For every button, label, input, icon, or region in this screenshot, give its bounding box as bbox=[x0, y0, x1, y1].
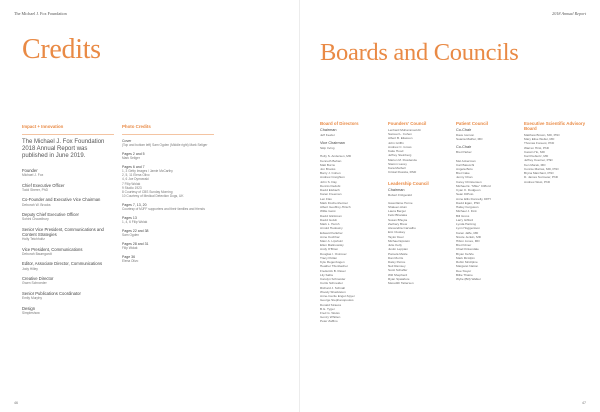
impact-column bbox=[22, 124, 114, 320]
board-member: Cassin Ho, MD bbox=[524, 149, 545, 154]
board-member: Zachary Brew bbox=[388, 221, 408, 226]
board-member: Karen Freeman bbox=[320, 192, 342, 197]
board-member: Mel Ackerman bbox=[456, 158, 476, 163]
photo-credit-line: (Top and bottom left) Sam Ogden (Middle right) Mark Seliger bbox=[122, 142, 208, 147]
board-member: Peter Zaffino bbox=[320, 319, 338, 324]
board-member: Bill Gross bbox=[456, 213, 470, 218]
photo-credit-text bbox=[122, 220, 214, 224]
board-member: Bryna Marchant, PhD bbox=[524, 171, 554, 176]
board-member: Dave Iverson bbox=[456, 132, 475, 137]
board-member: Michael E. "Mike" Clifford bbox=[456, 183, 491, 188]
board-member: Billie Thaine bbox=[456, 272, 473, 277]
credit-person: Simpleshow bbox=[22, 310, 40, 315]
board-member: Samuel L. Cohen bbox=[388, 132, 412, 137]
board-member: Edward Kelleher bbox=[320, 230, 343, 235]
photo-credits-list bbox=[122, 139, 214, 264]
board-member: Sean DiPoto bbox=[456, 192, 474, 197]
board-member: Anne Ellis Donnelly, DPH bbox=[456, 196, 491, 201]
board-member: Dan Morris bbox=[388, 255, 404, 260]
credit-person: Deborah Baumgardt bbox=[22, 251, 52, 256]
credit-role: Chief Executive Officer bbox=[22, 182, 65, 188]
board-member: Albert B. Eliasson bbox=[388, 136, 413, 141]
board-member: Soania Mathur, MD bbox=[456, 137, 483, 142]
board-member: Katie Hood bbox=[388, 149, 404, 154]
founders-heading: Founders' Council bbox=[388, 121, 427, 126]
scientific-column bbox=[524, 117, 590, 184]
photo-credit-line: 1, 3 Getty Images / Jamie McCarthy bbox=[122, 169, 173, 174]
photo-credit-line: 8 Courtesy of CBS Sunday Morning bbox=[122, 189, 173, 194]
board-member: Stamm Lacey bbox=[388, 161, 407, 166]
impact-rule bbox=[22, 134, 114, 135]
founders-list bbox=[388, 128, 452, 175]
board-member: Laura Berger bbox=[388, 209, 407, 214]
board-member: Angela Bolo bbox=[456, 167, 473, 172]
scientific-list bbox=[524, 133, 590, 184]
credit-role: Design bbox=[22, 305, 36, 311]
credit-role: Co-Founder and Executive Vice Chairman bbox=[22, 197, 101, 203]
board-member: Hailey Ferguson bbox=[456, 205, 479, 210]
board-member: Lily Safra bbox=[320, 272, 333, 277]
photo-credit-line: Mark Seliger bbox=[122, 156, 140, 160]
board-member: Taylor Deel bbox=[388, 234, 404, 239]
board-title: Chairman bbox=[388, 187, 405, 192]
photo-credit-line: Sam Ogden bbox=[122, 233, 140, 238]
board-member: Scott Schaffer bbox=[388, 268, 408, 273]
board-member: Bryan Kehrle bbox=[456, 251, 474, 256]
board-member: Justin Leppian bbox=[388, 247, 408, 252]
board-member: Cristal Rossita, RSD bbox=[388, 170, 417, 175]
board-member: Heather Tifenbacher bbox=[320, 264, 349, 269]
founders-column bbox=[388, 117, 452, 285]
board-member: Bret Parker bbox=[456, 150, 472, 155]
credit-role: Vice President, Communications bbox=[22, 246, 83, 252]
directors-column bbox=[320, 117, 384, 324]
board-member: Ellen Malinowsky bbox=[320, 243, 344, 248]
patient-list bbox=[456, 128, 520, 281]
board-member: D. James Surmeier, PhD bbox=[524, 175, 559, 180]
board-title: Co-Chair bbox=[456, 128, 472, 132]
board-member: Michael Epstein bbox=[388, 238, 410, 243]
board-member: Carolyn Schneider bbox=[320, 277, 346, 282]
board-member: Dennis Dedobi bbox=[320, 183, 341, 188]
board-member: Robin McAlpine bbox=[456, 260, 478, 265]
scientific-heading: Executive Scientific Advisory Board bbox=[524, 121, 586, 131]
board-member: David Glickman bbox=[320, 213, 342, 218]
board-member: Ryan Spatafore bbox=[388, 276, 410, 281]
board-member: Karl Kieburtz, MD bbox=[524, 154, 549, 159]
credits-title: Credits bbox=[22, 34, 101, 65]
board-member: Margaret Nation bbox=[456, 264, 479, 269]
credit-person: Sohini Chowdhury bbox=[22, 217, 49, 222]
board-member: Fred G. Weiss bbox=[320, 310, 340, 315]
board-member: Kenneth Behan bbox=[320, 158, 342, 163]
board-member: Len Flax bbox=[320, 196, 332, 201]
board-member: Larry Gifford bbox=[456, 217, 474, 222]
boards-page bbox=[300, 0, 600, 412]
board-member: Skip Irving bbox=[320, 146, 335, 151]
board-member: Jenny Chan bbox=[456, 175, 473, 180]
credit-role: Founder bbox=[22, 167, 38, 173]
board-member: B.G. Tyger bbox=[320, 306, 335, 311]
board-member: Tracy Pollan bbox=[320, 255, 338, 260]
board-member: Karen Jaffe, MD bbox=[456, 230, 479, 235]
board-member: Barry J. Cohen bbox=[320, 171, 341, 176]
photo-credit-text bbox=[122, 207, 214, 211]
board-member: Woody Shackleton bbox=[320, 289, 346, 294]
board-member: Kyle Regenbogen bbox=[320, 260, 345, 265]
board-member: Ken Marek, MD bbox=[524, 162, 546, 167]
board-member: Thomas Foreest, PhD bbox=[524, 141, 555, 146]
board-member: Mark McAlpin bbox=[456, 255, 475, 260]
board-member: Connie Marras, MD, PhD bbox=[524, 166, 559, 171]
directors-list bbox=[320, 128, 384, 324]
board-member: Jeffrey Steinberg bbox=[388, 153, 412, 158]
board-member: Mark L. Hersh bbox=[320, 222, 340, 227]
board-member: Nicole Jenkin, MD bbox=[456, 234, 481, 239]
board-member: Michael J. Fink bbox=[456, 209, 477, 214]
board-member: Jeffrey Koerner, PhD bbox=[524, 158, 553, 163]
photo-credit-text bbox=[122, 143, 214, 147]
credit-person: Emily Murphy bbox=[22, 296, 42, 301]
board-member: Mark Fischenheimer bbox=[320, 200, 349, 205]
photo-credit-line: Filip Wolak bbox=[122, 246, 138, 251]
photo-credit-line: 4, 6 Joe Dymowski bbox=[122, 177, 149, 182]
board-member: Carl Baiocchi bbox=[456, 162, 475, 167]
board-member: Anne Kochhar bbox=[320, 234, 340, 239]
photo-credit-label: Pages 22 and 38 bbox=[122, 228, 149, 233]
board-member: Gonzy Whitten bbox=[320, 315, 341, 320]
board-member: Dee Swyer bbox=[456, 268, 472, 273]
board-member: Shaleen Alum bbox=[388, 204, 408, 209]
board-member: Carey Christensen bbox=[456, 179, 482, 184]
photo-credit-line: 7 Filip Wolak bbox=[122, 181, 141, 186]
credit-role: Senior Publications Coordinator bbox=[22, 290, 81, 296]
board-title: Chairman bbox=[320, 128, 337, 132]
board-title: Co-Chair bbox=[456, 145, 472, 150]
board-member: Susan Bhuyia bbox=[388, 217, 408, 222]
board-member: Donald Strauss bbox=[320, 302, 342, 307]
photo-credit-line: 2, 5, 11 Elena Olivo bbox=[122, 173, 150, 178]
board-member: Andy O'Brien bbox=[320, 247, 339, 252]
board-member: Kara Marbell bbox=[388, 166, 406, 171]
directors-heading: Board of Directors bbox=[320, 121, 359, 126]
board-member: Richard J. Schnall bbox=[320, 285, 345, 290]
board-member: George Stephanopoulos bbox=[320, 298, 354, 303]
board-member: Lynda Hartzog bbox=[456, 222, 477, 227]
photo-credit-label: Pages 2 and 5 bbox=[122, 151, 145, 156]
photo-credit-text bbox=[122, 169, 214, 198]
board-member: John Griffin bbox=[388, 140, 404, 145]
credit-role: Editor, Associate Director, Communications bbox=[22, 261, 103, 267]
credit-role: Creative Director bbox=[22, 276, 54, 282]
board-member: Jon Brooks bbox=[320, 167, 336, 172]
photo-credit-text bbox=[122, 246, 214, 250]
board-member: Alexandria Carvalho bbox=[388, 226, 416, 231]
photo-credit-label: Page 36 bbox=[122, 254, 136, 259]
photo-credit-text bbox=[122, 259, 214, 263]
photo-credit-label: Cover bbox=[122, 138, 132, 143]
board-member: Frederick B. Ravel bbox=[320, 268, 346, 273]
board-member: Jeff Keefer bbox=[320, 132, 335, 137]
board-member: Curtis Schneider bbox=[320, 281, 343, 286]
board-member: Hilton Jones, MD bbox=[456, 239, 480, 243]
credit-person: Todd Sherer, PhD bbox=[22, 187, 49, 192]
board-member: Matt Burns bbox=[320, 162, 335, 167]
credit-person: Holly Teichholtz bbox=[22, 237, 45, 242]
credit-person: Jody Hilley bbox=[22, 266, 38, 271]
board-member: Wylie (Bill) Walker bbox=[456, 277, 481, 282]
photo-credit-label: Pages 7, 13, 20 bbox=[122, 202, 147, 207]
photo-credit-text bbox=[122, 233, 214, 237]
board-member: Andrew C. Gross bbox=[388, 144, 412, 149]
photo-credits-rule bbox=[122, 134, 214, 135]
page-number-left: 46 bbox=[14, 401, 18, 405]
photo-credit-line: Elena Olivo bbox=[122, 259, 139, 264]
running-header-left: The Michael J. Fox Foundation bbox=[14, 11, 67, 16]
board-member: Meredith Tattersen bbox=[388, 281, 414, 286]
patient-heading: Patient Council bbox=[456, 121, 488, 126]
board-member: Anne-Cecile Engel-Spyer bbox=[320, 294, 355, 299]
photo-credit-label: Pages 6 and 7 bbox=[122, 164, 145, 169]
board-member: Holly S. Andersen, MD bbox=[320, 154, 352, 159]
board-member: Arnold Hodowny bbox=[320, 226, 343, 231]
photo-credit-line: Courtesy of MJFF supporters and their families and friends bbox=[122, 207, 205, 211]
page-number-right: 47 bbox=[582, 401, 586, 405]
board-member: Willie Geist bbox=[320, 209, 336, 214]
board-member: Marc A. Lipshutz bbox=[320, 239, 343, 243]
leadership-list bbox=[388, 188, 452, 286]
photo-credit-line: 9 Studio 1923 bbox=[122, 185, 142, 190]
board-member: Mary Elise Weller, MD bbox=[524, 137, 555, 142]
board-member: Eric Cluskey bbox=[388, 230, 406, 235]
board-member: Bret Kilmer bbox=[456, 243, 472, 248]
board-member: Robert Fitzgerald bbox=[388, 192, 412, 197]
board-member: David Egan, PhD bbox=[456, 200, 480, 205]
credit-person: Michael J. Fox bbox=[22, 173, 44, 178]
photo-credit-line: 10 Courtesy of Medical Detection Dogs, UK bbox=[122, 193, 184, 198]
photo-credits-column bbox=[122, 124, 214, 268]
board-member: Lenhard Muhammad Ali bbox=[388, 128, 421, 132]
credit-person: Gwen Schroeder bbox=[22, 281, 47, 286]
credit-person: Deborah W. Brooks bbox=[22, 202, 51, 207]
impact-heading: Impact + Innovation bbox=[22, 124, 64, 129]
photo-credit-label: Pages 28 and 31 bbox=[122, 241, 149, 246]
board-member: Matthew Brown, MD, PhD bbox=[524, 133, 560, 137]
photo-credit-text bbox=[122, 156, 214, 160]
patient-column bbox=[456, 117, 520, 281]
credits-roles-list bbox=[22, 168, 114, 315]
board-member: Lynn Hoggenison bbox=[456, 226, 480, 231]
credit-role: Senior Vice President, Communications and Content Strategies bbox=[22, 226, 104, 237]
board-member: Will Shepherd bbox=[388, 272, 408, 277]
board-member: David Golub bbox=[320, 217, 338, 222]
board-member: Gwenllaine Horne bbox=[388, 200, 413, 205]
photo-credit-line: 1, 4, 6 Filip Wolak bbox=[122, 220, 148, 225]
boards-title: Boards and Councils bbox=[320, 39, 519, 66]
board-member: Julie Kelly bbox=[388, 243, 402, 248]
board-member: John S. Day bbox=[320, 179, 337, 184]
photo-credits-heading: Photo Credits bbox=[122, 124, 151, 129]
board-member: Daisy Peirce bbox=[388, 260, 406, 265]
board-member: Warren Hirst, PhD bbox=[524, 145, 549, 150]
board-member: Marion M. Rosdenda bbox=[388, 157, 417, 162]
board-member: Douglas I. Ostrover bbox=[320, 251, 347, 256]
photo-credit-label: Pages 13 bbox=[122, 215, 137, 220]
board-member: Andrew West, PhD bbox=[524, 179, 551, 184]
board-member: Albert Geoffroy-Hirsch bbox=[320, 205, 351, 210]
board-member: Neil Ramsey bbox=[388, 264, 406, 269]
board-member: Pamela Mekle bbox=[388, 251, 408, 256]
board-member: David Eisbach bbox=[320, 188, 340, 193]
board-title: Vice Chairman bbox=[320, 141, 345, 146]
board-member: Felix Bharaka bbox=[388, 213, 407, 218]
board-member: Chad Kirkendale bbox=[456, 247, 479, 252]
credit-role: Deputy Chief Executive Officer bbox=[22, 211, 79, 217]
board-member: Andrew Creighton bbox=[320, 175, 345, 180]
impact-blurb: The Michael J. Fox Foundation 2018 Annual Report was published in June 2019. bbox=[22, 138, 105, 159]
running-header-right: 2018 Annual Report bbox=[552, 11, 586, 16]
leadership-heading: Leadership Council bbox=[388, 180, 429, 186]
board-member: Cyan K. Dodgeon bbox=[456, 188, 481, 193]
board-member: Bret Cake bbox=[456, 171, 470, 176]
